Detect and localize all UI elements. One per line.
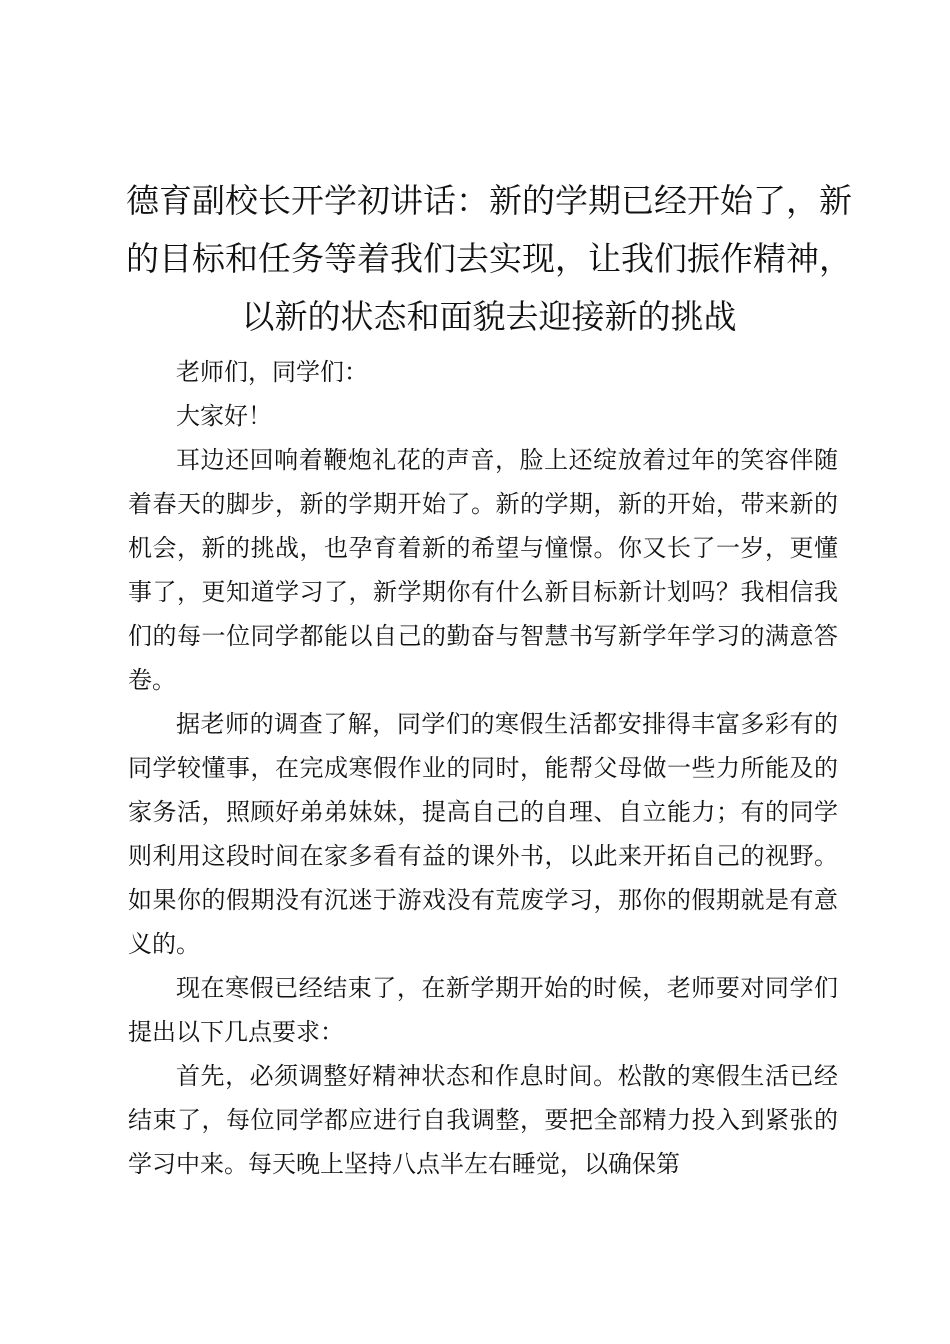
paragraph-intro: 耳边还回响着鞭炮礼花的声音，脸上还绽放着过年的笑容伴随着春天的脚步，新的学期开始了。新的学期，新的开始，带来新的机会，新的挑战，也孕育着新的希望与憧憬。你又长了一岁，更懂事了，更知道学习了，新学期你有什么新目标新计划吗？我相信我们的每一位同学都能以自己的勤奋与智慧书写新学年学习的满意答卷。: [128, 446, 838, 694]
paragraph-requirements-intro: 现在寒假已经结束了，在新学期开始的时候，老师要对同学们提出以下几点要求：: [128, 974, 838, 1046]
document-title: 德育副校长开学初讲话：新的学期已经开始了，新的目标和任务等着我们去实现，让我们振作精神，以新的状态和面貌去迎接新的挑战: [126, 181, 852, 336]
salutation: 老师们，同学们：: [176, 358, 368, 386]
paragraph-holiday-survey: 据老师的调查了解，同学们的寒假生活都安排得丰富多彩有的同学较懂事，在完成寒假作业的同时，能帮父母做一些力所能及的家务活，照顾好弟弟妹妹，提高自己的自理、自立能力；有的同学则利用这段时间在家多看有益的课外书，以此来开拓自己的视野。如果你的假期没有沉迷于游戏没有荒废学习，那你的假期就是有意义的。: [128, 710, 838, 958]
document-body: [128, 350, 838, 1186]
paragraph-first-requirement: 首先，必须调整好精神状态和作息时间。松散的寒假生活已经结束了，每位同学都应进行自我调整，要把全部精力投入到紧张的学习中来。每天晚上坚持八点半左右睡觉，以确保第: [128, 1062, 838, 1178]
document-content: [126, 172, 852, 1186]
greeting: 大家好！: [176, 402, 272, 430]
